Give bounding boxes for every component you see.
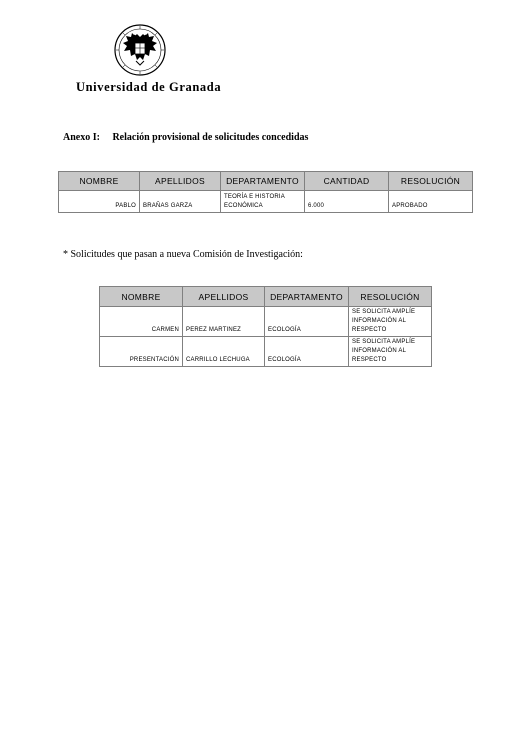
column-header-apellidos: APELLIDOS — [183, 287, 265, 307]
cell-departamento: ECOLOGÍA — [265, 337, 349, 367]
commission-note: * Solicitudes que pasan a nueva Comisión de Investigación: — [63, 249, 303, 260]
cell-departamento: TEORÍA E HISTORIA ECONÓMICA — [221, 191, 305, 213]
column-header-departamento: DEPARTAMENTO — [265, 287, 349, 307]
column-header-apellidos: APELLIDOS — [140, 172, 221, 191]
column-header-cantidad: CANTIDAD — [305, 172, 389, 191]
university-name: Universidad de Granada — [76, 80, 222, 94]
cell-apellidos: CARRILLO LECHUGA — [183, 337, 265, 367]
annex-label: Anexo I: — [63, 132, 100, 143]
cell-apellidos: PEREZ MARTINEZ — [183, 307, 265, 337]
column-header-resolucion: RESOLUCIÓN — [389, 172, 473, 191]
cell-departamento: ECOLOGÍA — [265, 307, 349, 337]
column-header-resolucion: RESOLUCIÓN — [349, 287, 432, 307]
annex-title: Relación provisional de solicitudes concedidas — [112, 132, 309, 143]
table-header-row — [100, 287, 432, 307]
university-coat-of-arms-icon — [114, 24, 166, 76]
column-header-departamento: DEPARTAMENTO — [221, 172, 305, 191]
cell-resolucion: SE SOLICITA AMPLÍE INFORMACIÓN AL RESPECTO — [349, 307, 432, 337]
granted-requests-table — [58, 171, 473, 213]
cell-nombre: CARMEN — [100, 307, 183, 337]
cell-cantidad: 6.000 — [305, 191, 389, 213]
cell-resolucion: APROBADO — [389, 191, 473, 213]
cell-apellidos: BRAÑAS GARZA — [140, 191, 221, 213]
table-row — [100, 337, 432, 367]
cell-nombre: PABLO — [59, 191, 140, 213]
cell-resolucion: SE SOLICITA AMPLÍE INFORMACIÓN AL RESPECTO — [349, 337, 432, 367]
pending-requests-table — [99, 286, 432, 367]
column-header-nombre: NOMBRE — [100, 287, 183, 307]
column-header-nombre: NOMBRE — [59, 172, 140, 191]
table-row — [100, 307, 432, 337]
cell-nombre: PRESENTACIÓN — [100, 337, 183, 367]
annex-heading — [63, 132, 308, 143]
table-header-row — [59, 172, 473, 191]
table-row — [59, 191, 473, 213]
